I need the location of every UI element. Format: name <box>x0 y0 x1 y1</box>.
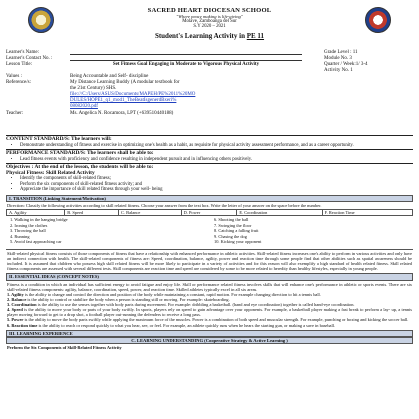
transition-strip <box>6 195 413 202</box>
reference-link-3[interactable]: 08082020.pdf <box>70 104 98 109</box>
performance-standards <box>6 150 413 164</box>
quarter-week: Quarter / Week:1/ 3-4 <box>324 62 368 67</box>
reference-link-2[interactable]: DULES/HOPE1_q1_mod1_TheBeatIsgenerdBxeri% <box>70 98 177 103</box>
activity-item[interactable]: 8. Catching a falling fruit <box>214 228 259 234</box>
activity-item[interactable]: 3. Throwing the ball <box>10 228 46 234</box>
concept-term: 3. Coordination <box>7 302 37 308</box>
activity-items <box>6 216 413 250</box>
teacher-label: Teacher: <box>6 111 24 116</box>
learning-understanding-heading: LEARNING UNDERSTANDING (Cooperative Strategy & Active Learning ) <box>136 338 288 344</box>
essential-ideas-strip <box>6 273 413 280</box>
lesson-title-label: Lesson Title: <box>6 62 32 67</box>
objective-item: • Perform the six components of skill-related fitness activity; and <box>20 182 413 188</box>
learner-contact-label: Learner's Contact No. : <box>6 56 53 61</box>
learner-info-block <box>6 50 413 136</box>
school-year: S.Y 2020 – 2021 <box>193 24 226 30</box>
objectives <box>6 164 413 194</box>
concept-text: is the ability to move your body or parts of your body swiftly. In sports, players rely on speed to gain advantage over your opponents. For example, a basketball player making a fast break to perform a lay- up, a tennis player moving forward to get to a drop shot, a football player out-running the defenders to receive a long pass. <box>7 307 412 318</box>
concept-text: is the ability to use the senses together with body parts during movement. For example: dribbling a basketball. (hand and eye coordination) together is called hand-eye coordination. <box>36 302 355 308</box>
choice-balance: C. Balance <box>119 210 182 216</box>
learning-understanding-prefix: C. <box>131 338 137 344</box>
choice-power: D. Power <box>181 210 237 216</box>
learning-experience-heading: III. LEARNING EXPERIENCE <box>9 330 73 336</box>
activity-item[interactable]: 9. Chasing the dog <box>214 233 247 239</box>
reference-line-1: My Distance Learning Buddy (A modular textbook for <box>70 80 180 85</box>
learning-understanding-strip <box>6 337 413 344</box>
school-name: SACRED HEART DIOCESAN SCHOOL <box>147 7 272 14</box>
essential-ideas-body <box>6 281 413 329</box>
learner-name-field[interactable] <box>70 50 302 55</box>
transition-heading: I. TRANSITION (Linking Statement/Motivation) <box>9 195 106 201</box>
choice-agility: A. Agility <box>7 210 65 216</box>
concept-text: is the ability to control or stabilize the body when a person is standing still or moving. For example: skateboarding. <box>26 297 230 303</box>
title-prefix: Student's Learning Activity in <box>154 31 247 40</box>
title-subject: PE 11 <box>246 31 265 40</box>
reference-line-2: the 21st Century) SHS. <box>70 86 117 91</box>
activity-item[interactable]: 10. Kicking your opponent <box>214 239 262 245</box>
skill-related-paragraph: Skill-related physical fitness consists of those components of fitness that have a relationship with enhanced performance in athletic activities. Skill-related fitness increases one's ability to perform in various activities and only have an indirect connection with health. The skill-related components of fitness are: Speed, coordination, balance, agility, power and reaction time through some people find that other abilities such as spatial awareness should be included. It is assumed that children who possess high skill related fitness will be more likely to participate in a variety of activities and for this reason will also exemplify a high standard of health related fitness. Skill related fitness components are assessed with several different tests. Skill components are reaction time and speed are considered by some to be more related to heredity than healthy lifestyles, especially in young people. <box>7 251 412 272</box>
grade-level: Grade Level : 11 <box>324 50 358 55</box>
essential-ideas-heading: II. ESSENTIAL IDEAS (CONCEPT NOTES) <box>9 274 99 280</box>
activity-item[interactable]: 4. Running <box>10 233 30 239</box>
diocese-seal-right-icon <box>365 7 391 33</box>
learner-contact-field[interactable] <box>70 56 302 61</box>
values-label: Values : <box>6 74 22 79</box>
activity-item[interactable]: 1. Walking in the hanging bridge <box>10 217 68 223</box>
transition-direction: Direction: Classify the following activities according to skill related fitness. Choose your answer from the text box. Write the letter of your answer on the space before the number. <box>7 203 322 209</box>
school-address: Molave, Zamboanga del Sur <box>182 19 237 24</box>
content-standard-item: • Demonstrate understanding of fitness and exercise in optimizing one's health as a habit, as requisite for physical activity assessment performance, and as a career opportunity. <box>20 143 413 148</box>
content-standards-heading: CONTENT STANDARD/S: The learners will: <box>6 136 112 142</box>
teacher-name: Ms. Angelica N. Rocamora, LPT (+639510440188) <box>70 111 174 116</box>
concept-term: 6. Reaction time <box>7 322 38 328</box>
document-title <box>6 32 413 40</box>
performance-standard-item: • Lead fitness events with proficiency and confidence resulting in independent pursuit and in influencing others positively. <box>20 157 413 162</box>
performance-standards-heading: PERFORMANCE STANDARD/S: The learners shall be able to: <box>6 150 154 156</box>
document-header <box>6 6 413 50</box>
fitness-intro: Fitness is a condition in which an individual has sufficient energy to avoid fatigue and enjoy life. Skill or performance related fitness involves skills that will enhance one's performance in athletic or sports events. There are six skill-related fitness components: agility, balance, coordination, speed, power, and reaction time. Skilled athletes typically excel in all six areas. <box>7 281 412 292</box>
activity-item[interactable]: 7. Swinging the floor <box>214 222 252 228</box>
learner-name-label: Learner's Name: <box>6 50 39 55</box>
values-text: Being Accountable and Self- discipline <box>70 74 149 79</box>
choice-coordination: E. Coordination <box>237 210 322 216</box>
choice-reaction-time: F. Reaction Time <box>322 210 412 216</box>
learning-activity-sheet <box>6 6 413 415</box>
module-number: Module No. 3 <box>324 56 352 61</box>
concept-point <box>7 323 412 328</box>
objectives-subheading: Physical Fitness: Skill Related Activity <box>6 169 95 176</box>
objective-item: • Identify the components of skill-related fitness; <box>20 176 413 182</box>
concept-point <box>7 307 412 317</box>
concept-term: 2. Balance <box>7 297 27 303</box>
content-standards <box>6 136 413 150</box>
objectives-heading: Objectives : At the end of the lesson, the students will be able to: <box>6 164 154 170</box>
learning-experience-strip <box>6 330 413 337</box>
reference-label: Reference/s: <box>6 80 31 85</box>
activity-item[interactable]: 6. Shooting the ball <box>214 217 249 223</box>
objective-item: • Appreciate the importance of skill related fitness through your well- being <box>20 187 413 193</box>
concept-text: is the ability to reach or respond quickly to what you hear, see, or feel. For example, an athlete quickly runs when he hears the starting gun, or making a save in baseball. <box>37 322 336 328</box>
concept-text: is the ability to change and control the direction and position of the body while maintaining a constant, rapid motion. For example changing direction to hit a tennis ball. <box>23 291 321 297</box>
choice-speed: B. Speed <box>65 210 119 216</box>
school-motto: "Where peace making is life-giving" <box>176 14 243 19</box>
activity-number: Activity No. 1 <box>324 68 353 73</box>
choices-table <box>6 209 413 216</box>
concept-term: 4. Speed <box>7 307 23 313</box>
activity-item[interactable]: 2. Ironing the clothes <box>10 222 48 228</box>
concept-text: is the ability to move the body parts swiftly while applying the maximum force of the muscles. Power is a combination of both speed and muscular strength. For example, punching or boxing and kicking the soccer ball. <box>23 317 409 323</box>
activity-item[interactable]: 5. Avoid fast approaching car <box>10 239 62 245</box>
concept-term: 5. Power <box>7 317 24 323</box>
school-seal-left-icon <box>28 7 54 33</box>
lesson-title: Set Fitness Goal Engaging in Moderate to Vigorous Physical Activity <box>112 62 260 67</box>
concept-term: 1. Agility <box>7 291 24 297</box>
reference-link-1[interactable]: file:///C:/Users/ASUS/Documents/MAPEH/PE%2011%20MO <box>70 92 196 97</box>
learning-task: Perform the Six Components of Skill-Related Fitness Activity <box>7 345 122 351</box>
